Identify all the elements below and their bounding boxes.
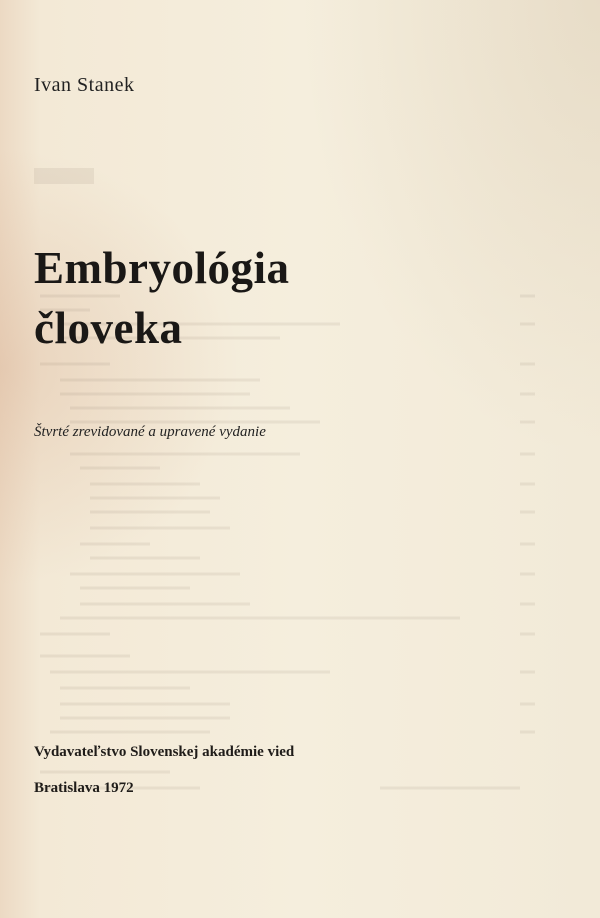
book-title-line-2: človeka [34, 303, 183, 353]
edition-note: Štvrté zrevidované a upravené vydanie [34, 424, 266, 440]
publisher-name: Vydavateľstvo Slovenskej akadémie vied [34, 744, 295, 760]
author-name: Ivan Stanek [34, 74, 135, 96]
book-title-line-1: Embryológia [34, 243, 290, 293]
publication-place-year: Bratislava 1972 [34, 780, 134, 796]
book-title [34, 238, 290, 358]
